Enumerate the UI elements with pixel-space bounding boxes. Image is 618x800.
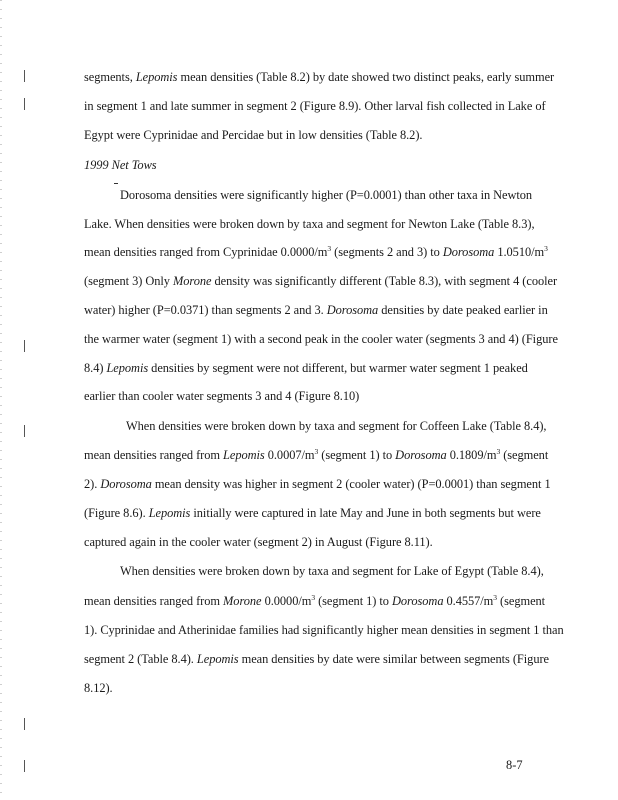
text-run: mean densities ranged from	[84, 594, 224, 608]
superscript: 3	[496, 447, 501, 456]
text-line	[84, 623, 564, 638]
text-run: Lake. When densities were broken down by taxa and segment for Newton Lake (Table 8.3),	[84, 217, 535, 231]
text-run: initially were captured in late May and June in both segments but were	[190, 506, 541, 520]
superscript: 3	[327, 244, 332, 253]
superscript: 3	[493, 593, 497, 602]
italic-term: Morone	[223, 594, 262, 608]
scan-mark	[24, 98, 25, 110]
text-run: mean densities ranged from	[84, 448, 224, 462]
text-line	[84, 594, 554, 609]
text-run: segments,	[84, 70, 136, 84]
superscript: 3	[311, 593, 316, 602]
text-run: water) higher (P=0.0371) than segments 2 and 3.	[84, 303, 327, 317]
page-number: 8-7	[506, 758, 523, 772]
text-run: When densities were broken down by taxa and segment for Coffeen Lake (Table 8.4),	[126, 419, 547, 433]
italic-term: Dorosoma	[395, 448, 447, 462]
text-run: 8.4)	[84, 361, 107, 375]
text-run: Egypt were Cyprinidae and Percidae but in low densities (Table 8.2).	[84, 128, 423, 142]
text-line	[84, 188, 590, 203]
text-line	[84, 419, 596, 434]
text-run: in segment 1 and late summer in segment 2 (Figure 8.9). Other larval fish collected in Lake of	[84, 99, 546, 113]
section-heading	[84, 158, 554, 173]
scan-mark	[24, 718, 25, 730]
text-run: 8.12).	[84, 681, 113, 695]
text-line	[84, 303, 554, 318]
text-run: captured again in the cooler water (segment 2) in August (Figure 8.11).	[84, 535, 433, 549]
italic-term: Dorosoma	[442, 245, 495, 259]
text-run: the warmer water (segment 1) with a second peak in the cooler water (segments 3 and 4) (Figure	[84, 332, 558, 346]
text-line	[84, 506, 554, 521]
text-run: segment 2 (Table 8.4).	[84, 652, 197, 666]
text-line	[84, 681, 554, 696]
scan-edge-artifact	[0, 0, 18, 800]
italic-term: Lepomis	[148, 506, 191, 520]
text-line	[84, 652, 554, 667]
text-run: (segment 1) to	[318, 448, 396, 462]
text-run: mean densities by date were similar between segments (Figure	[238, 652, 549, 666]
text-run: Dorosoma densities were significantly higher (P=0.0001) than other taxa in Newton	[120, 188, 533, 202]
text-run: 0.0000/m	[261, 594, 312, 608]
italic-term: Lepomis	[106, 361, 149, 375]
text-line	[84, 389, 554, 404]
scan-mark	[24, 70, 25, 82]
text-line	[84, 217, 554, 232]
text-run: 2).	[84, 477, 101, 491]
text-line	[84, 70, 554, 85]
superscript: 3	[544, 244, 548, 253]
italic-term: Dorosoma	[100, 477, 152, 491]
text-run: 0.4557/m	[443, 594, 494, 608]
italic-term: Dorosoma	[326, 303, 379, 317]
text-run: (segment	[500, 448, 549, 462]
text-run: earlier than cooler water segments 3 and 4 (Figure 8.10)	[84, 389, 360, 403]
text-run: (Figure 8.6).	[84, 506, 149, 520]
text-line	[84, 448, 554, 463]
text-run: When densities were broken down by taxa and segment for Lake of Egypt (Table 8.4),	[120, 564, 544, 578]
text-run: 1.0510/m	[494, 245, 545, 259]
text-line	[84, 361, 554, 376]
text-line	[84, 332, 558, 347]
text-run: density was significantly different (Table 8.3), with segment 4 (cooler	[211, 274, 558, 288]
text-run: 1). Cyprinidae and Atherinidae families had significantly higher mean densities in segment 1 than	[84, 623, 564, 637]
italic-term: Lepomis	[196, 652, 239, 666]
text-run: (segment 1) to	[315, 594, 392, 608]
text-line	[84, 274, 558, 289]
text-line	[84, 128, 554, 143]
italic-term: Morone	[172, 274, 212, 288]
italic-term: 1999 Net Tows	[84, 158, 157, 172]
italic-term: Dorosoma	[392, 594, 444, 608]
text-line	[84, 564, 590, 579]
scan-mark	[24, 340, 25, 352]
text-run: (segment 3) Only	[84, 274, 173, 288]
scan-mark	[24, 760, 25, 772]
scan-dash-mark	[114, 183, 118, 184]
superscript: 3	[314, 447, 319, 456]
text-run: (segments 2 and 3) to	[331, 245, 443, 259]
text-run: 0.1809/m	[446, 448, 497, 462]
text-line	[84, 99, 554, 114]
italic-term: Lepomis	[135, 70, 178, 84]
text-run: (segment	[496, 594, 546, 608]
text-run: mean densities ranged from Cyprinidae 0.0000/m	[84, 245, 328, 259]
text-run: densities by segment were not different, but warmer water segment 1 peaked	[148, 361, 528, 375]
text-line	[84, 245, 554, 260]
text-run: mean densities (Table 8.2) by date showed two distinct peaks, early summer	[177, 70, 555, 84]
text-line	[84, 535, 554, 550]
text-line	[84, 477, 554, 492]
scan-mark	[24, 425, 25, 437]
text-run: mean density was higher in segment 2 (cooler water) (P=0.0001) than segment 1	[151, 477, 551, 491]
text-run: densities by date peaked earlier in	[378, 303, 548, 317]
text-run: 0.0007/m	[264, 448, 315, 462]
italic-term: Lepomis	[223, 448, 265, 462]
